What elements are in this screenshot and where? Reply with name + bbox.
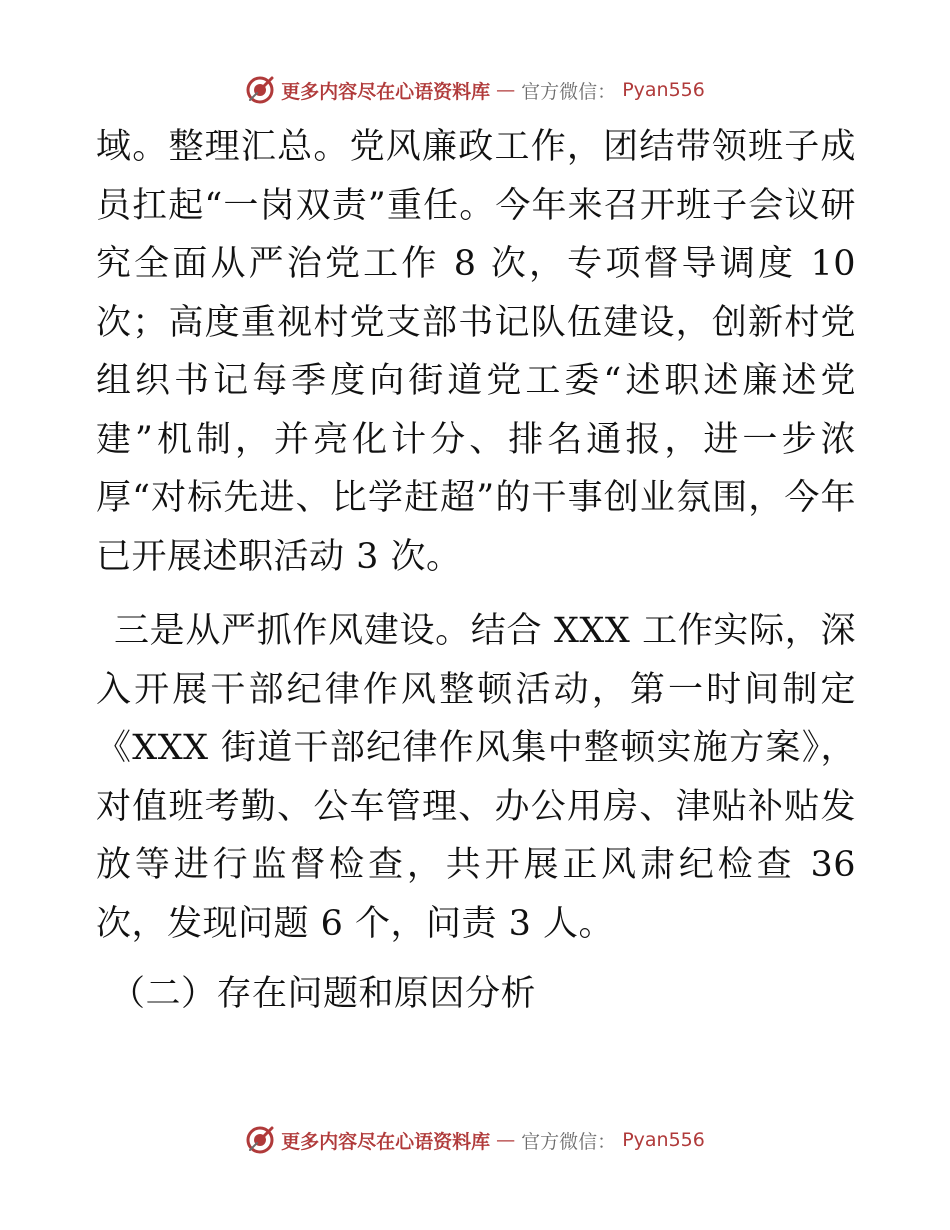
paragraph-work-style: 三是从严抓作风建设。结合 XXX 工作实际，深入开展干部纪律作风整顿活动，第一时间制定《XXX 街道干部纪律作风集中整顿实施方案》，对值班考勤、公车管理、办公用房、津贴补贴发放等进行监督检查，共开展正风肃纪检查 36 次，发现问题 6 个，问责 3 人。 xyxy=(96,611,856,944)
red-seal-pen-icon xyxy=(245,75,275,105)
watermark-wechat-id: Pyan556 xyxy=(622,79,705,101)
watermark-brand: 更多内容尽在心语资料库 xyxy=(281,80,491,103)
section-heading: （二）存在问题和原因分析 xyxy=(110,974,537,1014)
paragraph-party-conduct: 域。整理汇总。党风廉政工作，团结带领班子成员扛起“一岗双责”重任。今年来召开班子会议研究全面从严治党工作 8 次，专项督导调度 10 次；高度重视村党支部书记队伍建设，创新村党组织书记每季度向街道党工委“述职述廉述党建”机制，并亮化计分、排名通报，进一步浓厚“对标先进、比学赶超”的干事创业氛围，今年已开展述职活动 3 次。 xyxy=(96,127,856,577)
document-body xyxy=(96,118,856,1023)
watermark-dash: — xyxy=(496,1129,516,1151)
red-seal-pen-icon xyxy=(245,1125,275,1155)
footer-watermark xyxy=(0,1120,950,1160)
watermark-dash: — xyxy=(496,79,516,101)
watermark-label: 官方微信： xyxy=(521,1130,617,1153)
watermark-wechat-id: Pyan556 xyxy=(622,1129,705,1151)
watermark-label: 官方微信： xyxy=(521,80,617,103)
watermark-brand: 更多内容尽在心语资料库 xyxy=(281,1130,491,1153)
header-watermark xyxy=(0,70,950,110)
